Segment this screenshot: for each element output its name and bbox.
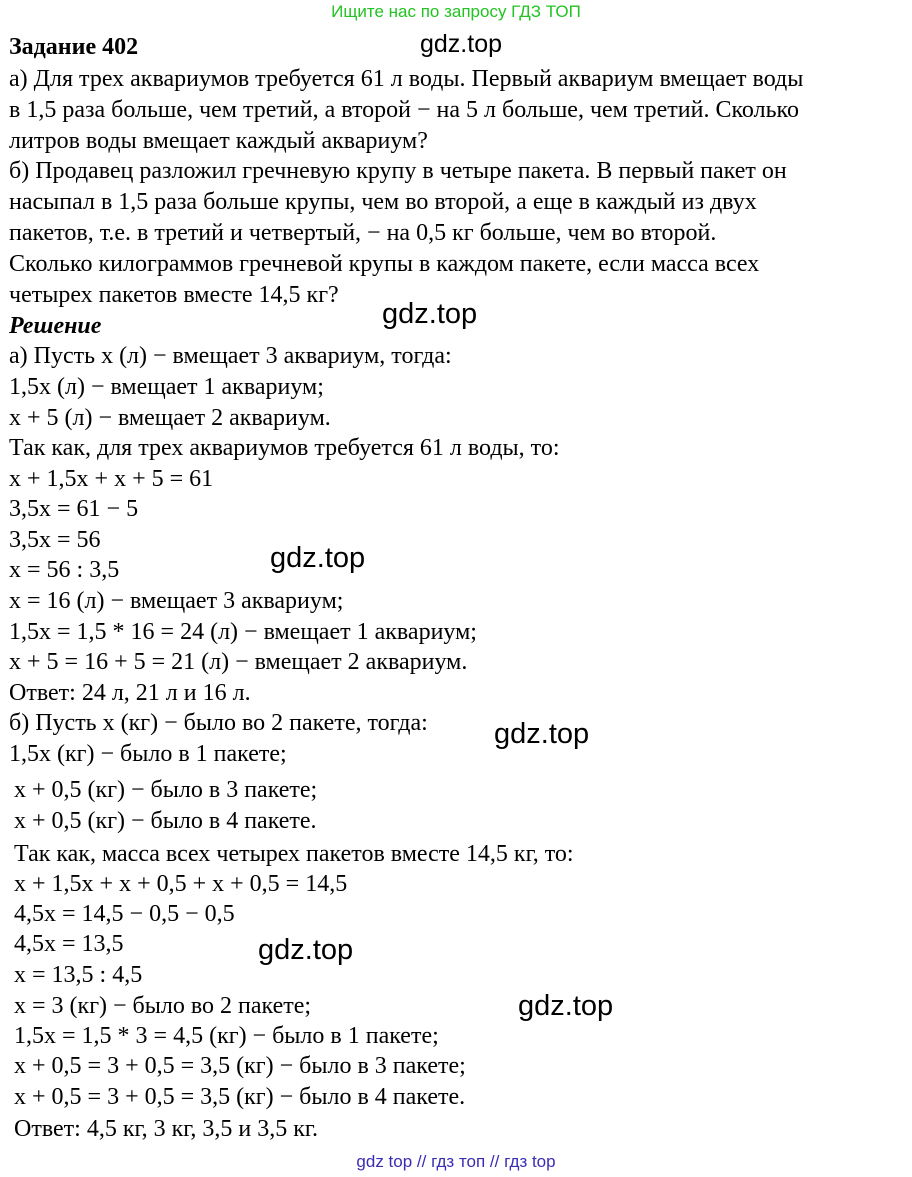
solution-b-line: б) Пусть х (кг) − было во 2 пакете, тогда: (9, 710, 428, 736)
solution-a-line: а) Пусть х (л) − вмещает 3 аквариум, тогда: (9, 343, 452, 369)
solution-b-line: х + 0,5 = 3 + 0,5 = 3,5 (кг) − было в 3 пакете; (14, 1053, 466, 1079)
solution-heading: Решение (9, 313, 102, 339)
task-title: Задание 402 (9, 34, 139, 60)
solution-a-line: Так как, для трех аквариумов требуется 61 л воды, то: (9, 435, 560, 461)
problem-a-line: в 1,5 раза больше, чем третий, а второй − на 5 л больше, чем третий. Сколько (9, 97, 799, 123)
solution-b-line: х = 13,5 : 4,5 (14, 962, 143, 988)
solution-b-line: Так как, масса всех четырех пакетов вместе 14,5 кг, то: (14, 841, 574, 867)
watermark-gdz-top: gdz.top (420, 30, 503, 58)
problem-a-line: а) Для трех аквариумов требуется 61 л воды. Первый аквариум вмещает воды (9, 66, 804, 92)
solution-b-line: х + 0,5 (кг) − было в 3 пакете; (14, 777, 318, 803)
solution-a-line: х = 16 (л) − вмещает 3 аквариум; (9, 588, 344, 614)
solution-b-line: 4,5х = 14,5 − 0,5 − 0,5 (14, 901, 235, 927)
solution-a-line: х = 56 : 3,5 (9, 557, 120, 583)
top-banner: Ищите нас по запросу ГДЗ ТОП (331, 2, 581, 21)
solution-b-line: х + 0,5 (кг) − было в 4 пакете. (14, 808, 317, 834)
problem-b-line: пакетов, т.е. в третий и четвертый, − на 0,5 кг больше, чем во второй. (9, 220, 717, 246)
solution-a-line: 3,5х = 61 − 5 (9, 496, 139, 522)
solution-b-line: 1,5х = 1,5 * 3 = 4,5 (кг) − было в 1 пакете; (14, 1023, 439, 1049)
solution-b-line: х = 3 (кг) − было во 2 пакете; (14, 993, 312, 1019)
solution-b-line: х + 0,5 = 3 + 0,5 = 3,5 (кг) − было в 4 пакете. (14, 1084, 466, 1110)
problem-b-line: насыпал в 1,5 раза больше крупы, чем во второй, а еще в каждый из двух (9, 189, 757, 215)
solution-a-line: х + 5 (л) − вмещает 2 аквариум. (9, 405, 331, 431)
solution-a-line: 3,5х = 56 (9, 527, 101, 553)
watermark-gdz-top: gdz.top (258, 934, 354, 966)
solution-a-line: х + 5 = 16 + 5 = 21 (л) − вмещает 2 аквариум. (9, 649, 468, 675)
solution-a-answer: Ответ: 24 л, 21 л и 16 л. (9, 680, 251, 706)
watermark-gdz-top: gdz.top (382, 298, 478, 330)
solution-a-line: 1,5х = 1,5 * 16 = 24 (л) − вмещает 1 аквариум; (9, 619, 477, 645)
footer-links: gdz top // гдз топ // гдз top (356, 1152, 556, 1171)
solution-a-line: 1,5х (л) − вмещает 1 аквариум; (9, 374, 324, 400)
problem-b-line: б) Продавец разложил гречневую крупу в четыре пакета. В первый пакет он (9, 158, 787, 184)
solution-b-line: 1,5х (кг) − было в 1 пакете; (9, 741, 287, 767)
watermark-gdz-top: gdz.top (518, 990, 614, 1022)
watermark-gdz-top: gdz.top (270, 542, 366, 574)
solution-a-line: х + 1,5х + х + 5 = 61 (9, 466, 214, 492)
solution-b-answer: Ответ: 4,5 кг, 3 кг, 3,5 и 3,5 кг. (14, 1116, 319, 1142)
problem-b-line: четырех пакетов вместе 14,5 кг? (9, 282, 339, 308)
solution-b-line: 4,5х = 13,5 (14, 931, 124, 957)
problem-a-line: литров воды вмещает каждый аквариум? (9, 128, 428, 154)
solution-b-line: х + 1,5х + х + 0,5 + х + 0,5 = 14,5 (14, 871, 348, 897)
watermark-gdz-top: gdz.top (494, 718, 590, 750)
problem-b-line: Сколько килограммов гречневой крупы в каждом пакете, если масса всех (9, 251, 760, 277)
